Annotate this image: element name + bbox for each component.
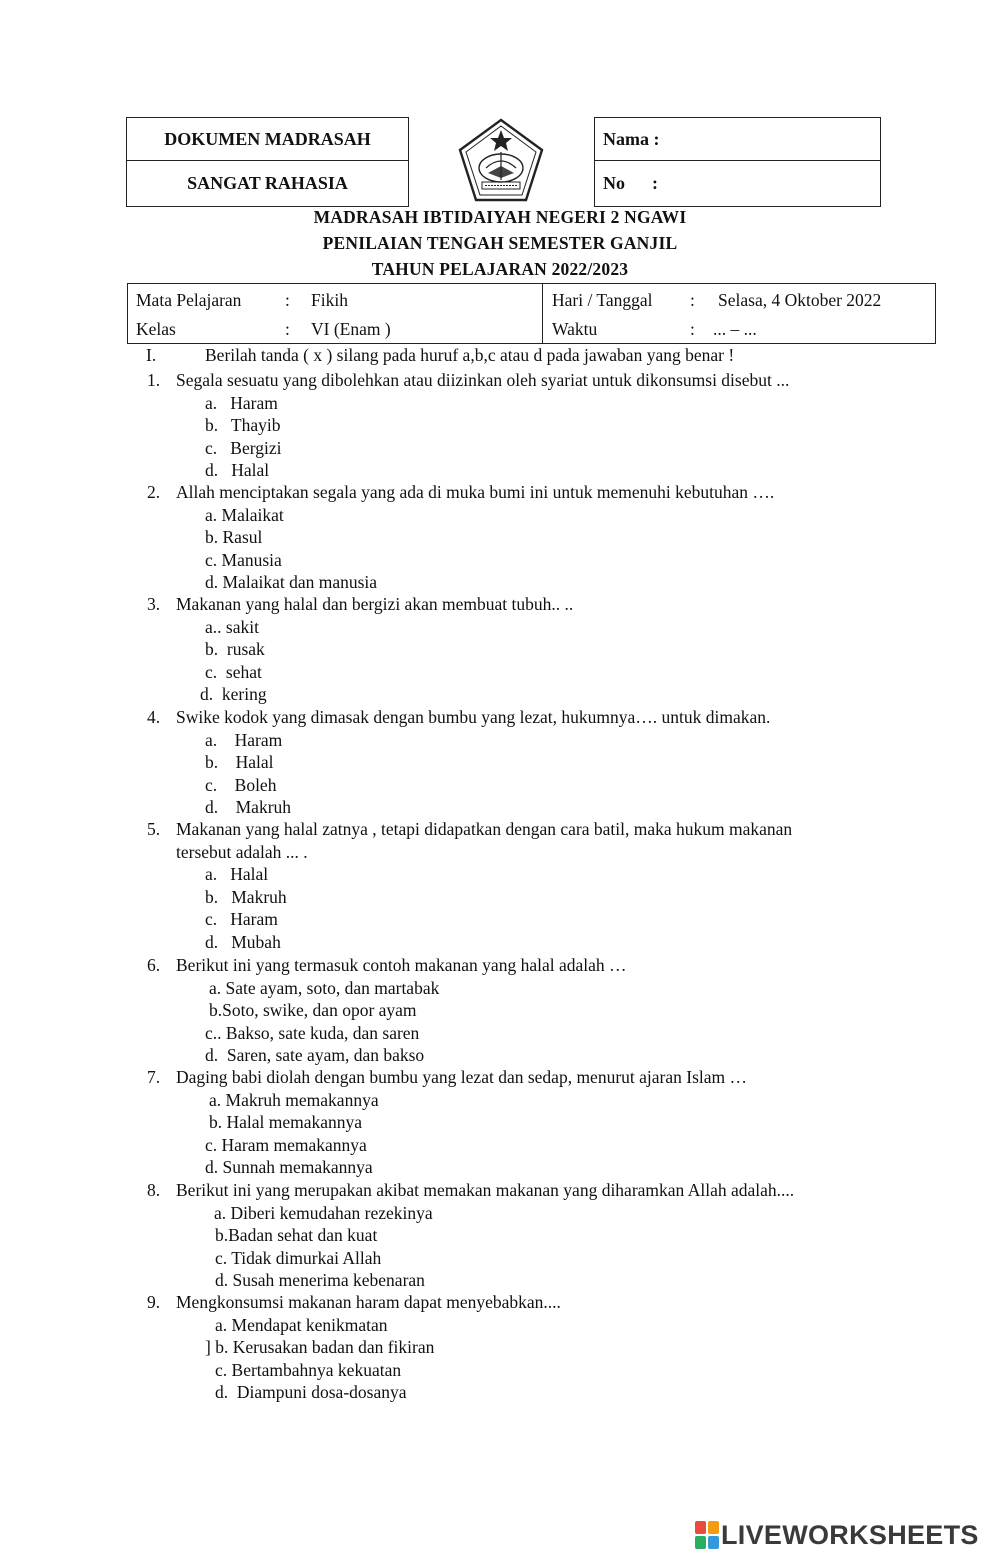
answer-option[interactable]: c.. Bakso, sate kuda, dan saren [205,1022,420,1043]
answer-option[interactable]: c. Boleh [205,774,277,795]
answer-option[interactable]: a. Haram [205,392,278,413]
exam-info-table [127,283,936,344]
time-label: Waktu [552,319,598,339]
question-text: Makanan yang halal dan bergizi akan membuat tubuh.. .. [176,594,574,614]
answer-option[interactable]: d. Malaikat dan manusia [205,572,378,592]
answer-option[interactable]: a. Malaikat [205,504,284,525]
answer-option[interactable]: ] b. Kerusakan badan dan fikiran [205,1337,435,1357]
answer-option[interactable]: b.Badan sehat dan kuat [215,1225,378,1245]
answer-option[interactable]: c. Haram memakannya [205,1134,367,1155]
document-label: DOKUMEN MADRASAH [164,128,371,149]
answer-option[interactable]: b. Rasul [205,527,263,547]
answer-option[interactable]: a.. sakit [205,616,259,637]
class-separator: : [285,319,290,339]
answer-option[interactable]: a. Makruh memakannya [209,1089,379,1110]
answer-option[interactable]: b. Thayib [205,415,281,435]
number-field[interactable] [594,160,881,207]
question-text: Swike kodok yang dimasak dengan bumbu yang lezat, hukumnya…. untuk dimakan. [176,707,771,727]
class-label: Kelas [136,319,176,339]
answer-option[interactable]: d. Makruh [205,797,292,817]
answer-option[interactable]: d. Susah menerima kebenaran [215,1270,425,1290]
answer-option[interactable]: a. Haram [205,729,283,750]
answer-option[interactable]: a. Diberi kemudahan rezekinya [214,1202,433,1223]
secret-label: SANGAT RAHASIA [187,173,348,193]
question-text-continued: tersebut adalah ... . [176,841,308,862]
question-number: 7. [147,1067,161,1087]
answer-option[interactable]: a. Halal [205,864,269,884]
question-text: Berikut ini yang merupakan akibat memakan makanan yang diharamkan Allah adalah.... [176,1180,795,1200]
question-number: 6. [147,955,161,975]
time-value: ... – ... [713,319,757,339]
question-text: Berikut ini yang termasuk contoh makanan yang halal adalah … [176,955,627,975]
question-number: 2. [147,482,161,502]
answer-option[interactable]: d. Diampuni dosa-dosanya [215,1382,407,1402]
madrasah-emblem-logo [458,118,544,204]
class-value: VI (Enam ) [311,319,391,339]
answer-option[interactable]: d. kering [200,684,267,704]
time-separator: : [690,319,695,339]
date-value: Selasa, 4 Oktober 2022 [718,290,882,310]
section-numeral: I. [146,345,157,365]
answer-option[interactable]: b. Halal memakannya [209,1112,363,1132]
info-divider [542,284,543,343]
name-label: Nama : [603,128,660,149]
question-text: Allah menciptakan segala yang ada di muka bumi ini untuk memenuhi kebutuhan …. [176,482,775,502]
question-number: 9. [147,1292,161,1312]
answer-option[interactable]: c. Bergizi [205,437,282,458]
question-number: 4. [147,707,161,727]
answer-option[interactable]: c. Haram [205,909,278,929]
answer-option[interactable]: c. sehat [205,661,262,682]
liveworksheets-blocks-icon [695,1521,721,1551]
answer-option[interactable]: d. Mubah [205,931,281,952]
number-label: No : [603,173,658,193]
question-number: 5. [147,819,161,839]
question-text: Makanan yang halal zatnya , tetapi didapatkan dengan cara batil, maka hukum makanan [176,819,793,839]
answer-option[interactable]: b. Halal [205,752,274,772]
answer-option[interactable]: d. Sunnah memakannya [205,1157,373,1177]
answer-option[interactable]: b. rusak [205,639,265,659]
question-number: 8. [147,1180,161,1200]
question-text: Daging babi diolah dengan bumbu yang lezat dan sedap, menurut ajaran Islam … [176,1067,748,1087]
liveworksheets-brand: LIVEWORKSHEETS [721,1520,979,1550]
section-instruction: Berilah tanda ( x ) silang pada huruf a,b,c atau d pada jawaban yang benar ! [205,345,735,365]
question-text: Segala sesuatu yang dibolehkan atau diizinkan oleh syariat untuk dikonsumsi disebut ... [176,370,790,390]
subject-value: Fikih [311,290,348,310]
secret-label-box [126,160,409,207]
answer-option[interactable]: c. Tidak dimurkai Allah [215,1247,382,1268]
subject-separator: : [285,290,290,310]
year-title: TAHUN PELAJARAN 2022/2023 [371,259,629,279]
subject-label: Mata Pelajaran [136,290,242,310]
date-separator: : [690,290,695,310]
answer-option[interactable]: c. Manusia [205,549,282,570]
date-label: Hari / Tanggal [552,290,653,310]
school-title: MADRASAH IBTIDAIYAH NEGERI 2 NGAWI [313,207,687,227]
answer-option[interactable]: d. Halal [205,460,270,480]
name-field[interactable] [594,117,881,161]
liveworksheets-logo [695,1520,979,1551]
answer-option[interactable]: c. Bertambahnya kekuatan [215,1359,402,1380]
question-number: 3. [147,594,161,614]
question-number: 1. [147,370,161,390]
answer-option[interactable]: b.Soto, swike, dan opor ayam [209,1000,417,1020]
question-text: Mengkonsumsi makanan haram dapat menyebabkan.... [176,1292,561,1312]
answer-option[interactable]: a. Mendapat kenikmatan [215,1314,388,1335]
answer-option[interactable]: a. Sate ayam, soto, dan martabak [209,977,440,998]
exam-title: PENILAIAN TENGAH SEMESTER GANJIL [322,233,678,253]
answer-option[interactable]: d. Saren, sate ayam, dan bakso [205,1045,425,1065]
document-label-box [126,117,409,161]
answer-option[interactable]: b. Makruh [205,886,287,907]
